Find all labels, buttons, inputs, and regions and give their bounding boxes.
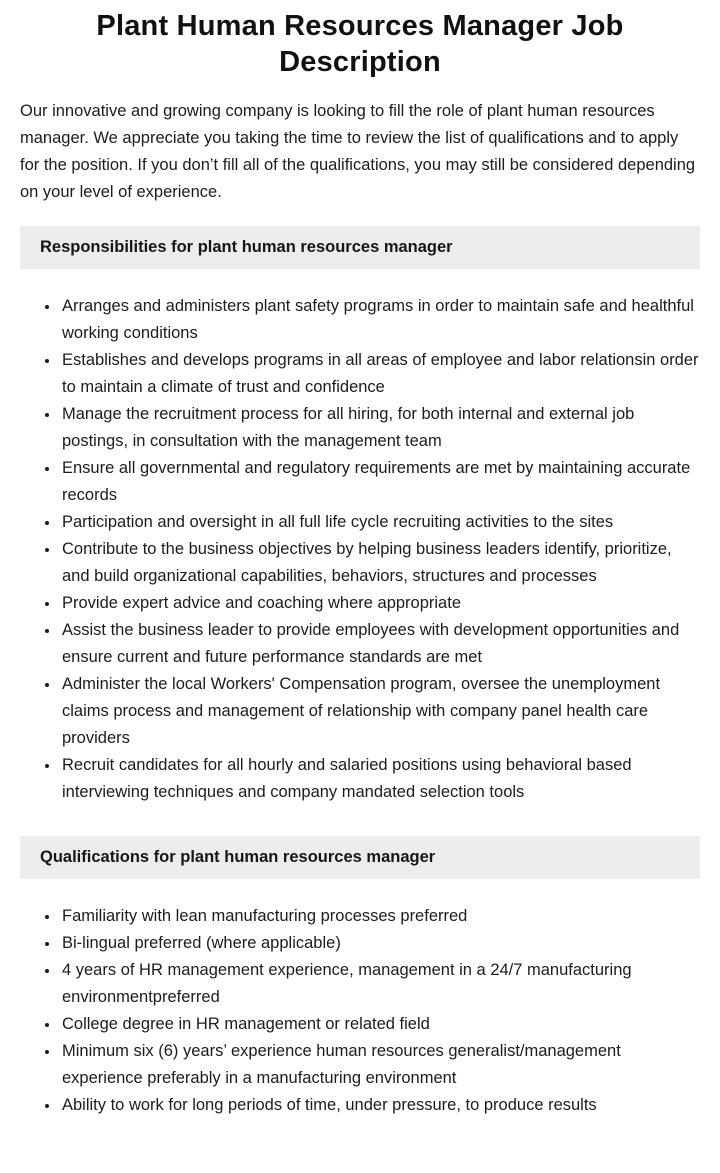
list-item: • College degree in HR management or related field xyxy=(60,1011,700,1038)
list-item: • Provide expert advice and coaching where appropriate xyxy=(60,590,700,617)
list-item: • Recruit candidates for all hourly and salaried positions using behavioral based interviewing techniques and company mandated selection tools xyxy=(60,752,700,806)
list-item: • Ability to work for long periods of time, under pressure, to produce results xyxy=(60,1092,700,1119)
qualifications-list xyxy=(20,903,700,1119)
list-item: • Minimum six (6) years’ experience human resources generalist/management experience preferably in a manufacturing environment xyxy=(60,1038,700,1092)
list-item: • Establishes and develops programs in all areas of employee and labor relationsin order to maintain a climate of trust and confidence xyxy=(60,347,700,401)
list-item: • Contribute to the business objectives by helping business leaders identify, prioritize, and build organizational capabilities, behaviors, structures and processes xyxy=(60,536,700,590)
list-item: • Administer the local Workers' Compensation program, oversee the unemployment claims process and management of relationship with company panel health care providers xyxy=(60,671,700,752)
list-item: • Participation and oversight in all full life cycle recruiting activities to the sites xyxy=(60,509,700,536)
responsibilities-list xyxy=(20,293,700,806)
list-item: • Assist the business leader to provide employees with development opportunities and ensure current and future performance standards are met xyxy=(60,617,700,671)
list-item: • Bi-lingual preferred (where applicable) xyxy=(60,930,700,957)
list-item: • Manage the recruitment process for all hiring, for both internal and external job postings, in consultation with the management team xyxy=(60,401,700,455)
list-item: • Ensure all governmental and regulatory requirements are met by maintaining accurate records xyxy=(60,455,700,509)
qualifications-heading: Qualifications for plant human resources manager xyxy=(20,836,700,879)
responsibilities-section xyxy=(20,226,700,806)
qualifications-section xyxy=(20,836,700,1119)
list-item: • Familiarity with lean manufacturing processes preferred xyxy=(60,903,700,930)
responsibilities-heading: Responsibilities for plant human resources manager xyxy=(20,226,700,269)
intro-paragraph: Our innovative and growing company is looking to fill the role of plant human resources manager. We appreciate you taking the time to review the list of qualifications and to apply for the position. If you don’t fill all of the qualifications, you may still be considered depending on your level of experience. xyxy=(20,102,696,201)
page-title: Plant Human Resources Manager Job Description xyxy=(96,10,624,78)
list-item: • 4 years of HR management experience, management in a 24/7 manufacturing environmentpreferred xyxy=(60,957,700,1011)
list-item: • Arranges and administers plant safety programs in order to maintain safe and healthful working conditions xyxy=(60,293,700,347)
